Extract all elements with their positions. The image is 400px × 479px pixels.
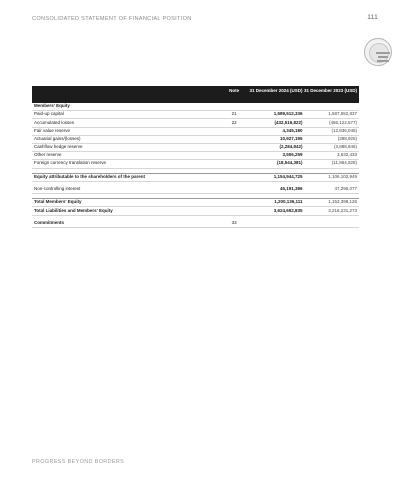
row-label: Other reserve	[34, 152, 62, 158]
row-current-value: (18,544,381)	[276, 160, 303, 166]
header-note: Note	[229, 88, 240, 93]
table-row	[32, 111, 359, 119]
table-header-row	[32, 86, 359, 103]
section-heading-row	[32, 103, 359, 111]
page-footer: PROGRESS BEYOND BORDERS	[32, 459, 125, 465]
row-current-value: 45,191,386	[279, 185, 303, 191]
header-current-year: 31 December 2024 (USD)	[249, 88, 303, 93]
section-title: Members' Equity	[34, 103, 70, 109]
row-prior-value: 1,587,552,837	[328, 111, 357, 117]
row-current-value: (2,284,942)	[279, 144, 303, 150]
equity-rows	[32, 111, 359, 168]
page-header	[32, 14, 378, 26]
page-number: 111	[367, 14, 378, 21]
table-row	[32, 152, 359, 160]
row-label: Foreign currency translation reserve	[34, 160, 107, 166]
row-label: Commitments	[34, 220, 65, 225]
header-label-cell	[32, 86, 222, 89]
table-row	[32, 136, 359, 144]
row-label: Total Liabilities and Members' Equity	[34, 207, 113, 213]
organization-logo-icon	[364, 38, 392, 66]
row-note: 22	[231, 119, 237, 125]
row-current-value: (432,516,822)	[274, 119, 303, 125]
header-prior-year: 31 December 2023 (USD)	[303, 88, 357, 93]
row-current-value: 3,506,259	[282, 152, 303, 158]
total-members-equity-row	[32, 198, 359, 208]
row-label: Actuarial gains/(losses)	[34, 135, 81, 141]
row-current-value: 3,624,652,835	[273, 207, 303, 213]
row-label: Non-controlling interest	[34, 185, 81, 191]
row-label: Equity attributable to the shareholders of the parent	[34, 173, 146, 179]
table-row	[32, 128, 359, 136]
row-label: Accumulated losses	[34, 119, 75, 125]
row-prior-value: 3,218,231,273	[328, 207, 357, 213]
row-label: Fair value reserve	[34, 127, 71, 133]
row-label: Total Members' Equity	[34, 199, 82, 205]
row-note: 21	[231, 111, 237, 117]
row-note: 33	[231, 220, 237, 225]
row-prior-value: (456,122,577)	[328, 119, 357, 125]
row-prior-value: (11,864,928)	[331, 160, 357, 166]
row-prior-value: 3,632,433	[336, 152, 357, 158]
row-prior-value: (3,888,846)	[333, 144, 357, 150]
row-current-value: 1,200,136,111	[274, 199, 303, 205]
logo-stripe	[378, 56, 388, 58]
logo-emblem	[369, 43, 389, 63]
row-current-value: 1,589,512,336	[273, 111, 303, 117]
total-liabilities-equity-row	[32, 207, 359, 216]
equity-attributable-row	[32, 173, 359, 182]
row-prior-value: (398,925)	[337, 135, 357, 141]
logo-stripe	[377, 60, 389, 62]
table-row	[32, 144, 359, 152]
row-prior-value: 1,106,102,949	[328, 173, 357, 179]
row-current-value: 1,154,944,725	[273, 173, 303, 179]
non-controlling-interest-row	[32, 186, 359, 194]
row-current-value: 4,345,180	[282, 127, 303, 133]
row-prior-value: (12,836,045)	[331, 127, 357, 133]
commitments-row	[32, 220, 359, 228]
page-title: CONSOLIDATED STATEMENT OF FINANCIAL POSITION	[32, 16, 192, 22]
row-label: Paid-up capital	[34, 111, 64, 117]
row-prior-value: 1,153,399,126	[328, 199, 357, 205]
table-row	[32, 160, 359, 168]
table-row	[32, 119, 359, 127]
logo-stripe	[376, 52, 390, 54]
row-current-value: 10,927,195	[279, 135, 303, 141]
financial-position-table	[32, 86, 359, 228]
row-prior-value: 47,296,077	[334, 185, 357, 191]
row-label: Cashflow hedge reserve	[34, 144, 83, 150]
